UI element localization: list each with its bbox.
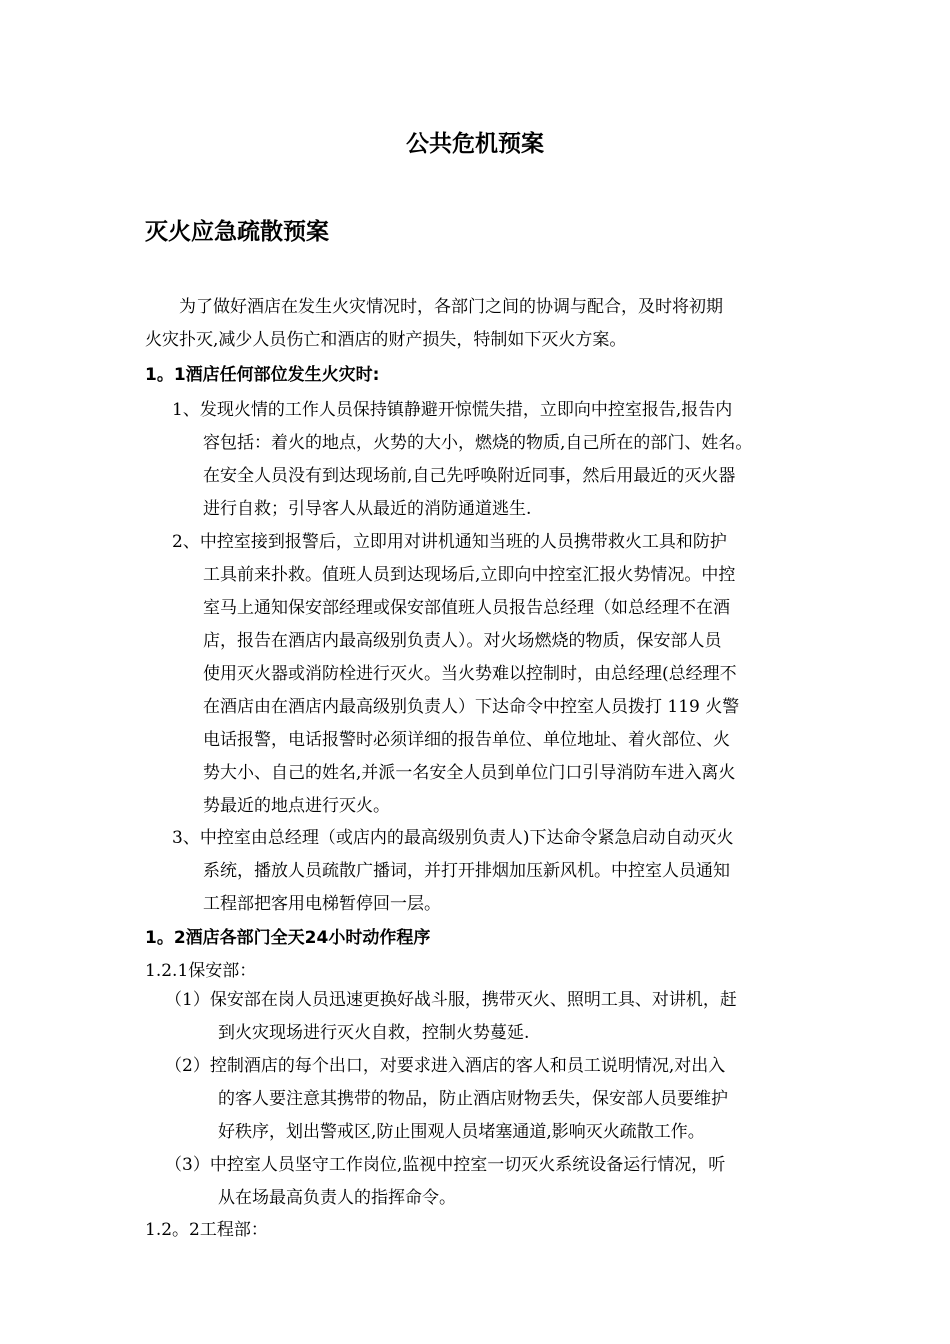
- list-item-line: 从在场最高负责人的指挥命令。: [218, 1188, 456, 1208]
- list-item-line: 室马上通知保安部经理或保安部值班人员报告总经理（如总经理不在酒: [203, 598, 730, 618]
- list-item-line: 工程部把客用电梯暂停回一层。: [203, 894, 441, 914]
- intro-line: 为了做好酒店在发生火灾情况时，各部门之间的协调与配合，及时将初期: [179, 297, 723, 317]
- list-item-line: 在安全人员没有到达现场前,自己先呼唤附近同事，然后用最近的灭火器: [203, 466, 736, 486]
- list-item-line: 使用灭火器或消防栓进行灭火。当火势难以控制时，由总经理(总经理不: [203, 664, 737, 684]
- document-title: 公共危机预案: [406, 131, 544, 157]
- list-item-line: 在酒店由在酒店内最高级别负责人）下达命令中控室人员拨打 119 火警: [203, 697, 740, 717]
- list-item-line: 好秩序，划出警戒区,防止围观人员堵塞通道,影响灭火疏散工作。: [218, 1122, 705, 1142]
- list-item-line: （1）保安部在岗人员迅速更换好战斗服，携带灭火、照明工具、对讲机，赶: [165, 990, 737, 1010]
- list-item-line: 3、中控室由总经理（或店内的最高级别负责人)下达命令紧急启动自动灭火: [172, 828, 734, 848]
- list-item-line: 进行自救；引导客人从最近的消防通道逃生.: [203, 499, 532, 519]
- list-item-line: （3）中控室人员坚守工作岗位,监视中控室一切灭火系统设备运行情况，听: [165, 1155, 726, 1175]
- list-item-line: 势最近的地点进行灭火。: [203, 796, 390, 816]
- list-item-line: 电话报警，电话报警时必须详细的报告单位、单位地址、着火部位、火: [203, 730, 730, 750]
- list-item-line: 1、发现火情的工作人员保持镇静避开惊慌失措，立即向中控室报告,报告内: [172, 400, 733, 420]
- list-item-line: （2）控制酒店的每个出口，对要求进入酒店的客人和员工说明情况,对出入: [165, 1056, 726, 1076]
- list-item-line: 2、中控室接到报警后，立即用对讲机通知当班的人员携带救火工具和防护: [172, 532, 727, 552]
- list-item-line: 店，报告在酒店内最高级别负责人）。对火场燃烧的物质，保安部人员: [203, 631, 722, 651]
- subsection-heading-1-2: 1。2酒店各部门全天24小时动作程序: [145, 928, 431, 948]
- section-title: 灭火应急疏散预案: [145, 219, 329, 245]
- list-item-line: 势大小、自己的姓名,并派一名安全人员到单位门口引导消防车进入离火: [203, 763, 736, 783]
- list-item-line: 的客人要注意其携带的物品，防止酒店财物丢失，保安部人员要维护: [218, 1089, 728, 1109]
- subsection-heading-1-2-1: 1.2.1保安部：: [145, 961, 257, 981]
- intro-line: 火灾扑灭,减少人员伤亡和酒店的财产损失，特制如下灭火方案。: [145, 330, 627, 350]
- list-item-line: 工具前来扑救。值班人员到达现场后,立即向中控室汇报火势情况。中控: [203, 565, 736, 585]
- list-item-line: 系统，播放人员疏散广播词，并打开排烟加压新风机。中控室人员通知: [203, 861, 730, 881]
- subsection-heading-1-1: 1。1酒店任何部位发生火灾时:: [145, 365, 380, 385]
- list-item-line: 到火灾现场进行灭火自救，控制火势蔓延.: [218, 1023, 530, 1043]
- list-item-line: 容包括：着火的地点，火势的大小，燃烧的物质,自己所在的部门、姓名。: [203, 433, 753, 453]
- subsection-heading-1-2-2: 1.2。2工程部：: [145, 1220, 268, 1240]
